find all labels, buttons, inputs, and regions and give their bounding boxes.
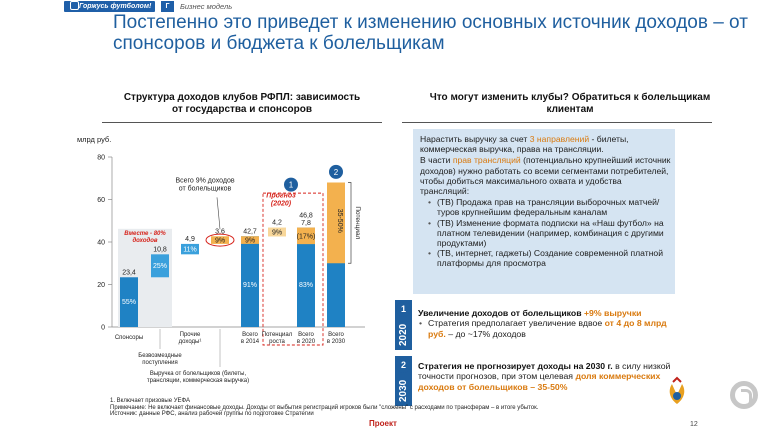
data-label: 10,8 — [153, 246, 167, 254]
potential-label: Потенциал — [354, 206, 361, 240]
block-2030: Стратегия не прогнозирует доходы на 2030 г. в силу низкой точности прогнозов, при этом целевая доля коммерческих доходов от болельщиков – 35-50% — [418, 361, 671, 392]
data-label: 7,8 — [301, 220, 311, 228]
divider — [402, 122, 712, 123]
share-label: 9% — [271, 229, 283, 237]
y-tick-label: 80 — [97, 154, 105, 162]
share-label: 25% — [152, 262, 168, 270]
x-tick-label: Спонсоры — [114, 335, 144, 341]
brand-g-icon: Г — [161, 1, 174, 12]
right-info-text — [420, 134, 672, 269]
data-label: 23,4 — [122, 269, 136, 277]
divider — [102, 122, 382, 123]
top-bar — [0, 0, 770, 12]
share-label: 35-50% — [336, 208, 343, 233]
share-label: 55% — [121, 299, 137, 307]
ball-logo-icon — [70, 1, 79, 10]
share-label: 91% — [242, 282, 258, 289]
y-tick-label: 40 — [97, 239, 105, 247]
revenue-chart — [75, 128, 375, 396]
marker-1-label: 1 — [288, 180, 294, 190]
list-item: • (ТВ) Продажа прав на трансляции выборочных матчей/туров крупнейшим федеральным каналам — [428, 197, 672, 217]
block-2020: Увеличение доходов от болельщиков +9% выручки • Стратегия предполагает увеличение вдвое от 4 до 8 млрд руб. – до ~17% доходов — [418, 308, 667, 339]
footnote: Источник: данные РФС, анализ рабочей группы по подготовке Стратегии — [110, 411, 314, 418]
data-label: 3,6 — [215, 228, 225, 236]
x-tick-label: Прочие доходы¹ — [178, 332, 202, 345]
data-label: 42,7 — [243, 228, 257, 236]
forecast-label: Прогноз (2020) — [266, 192, 296, 208]
x-tick-label: Всего в 2020 — [296, 332, 316, 345]
x-tick-label: Безвозмездные поступления — [138, 353, 182, 366]
brand-text: Горжусь футболом! — [79, 3, 152, 10]
data-label: 4,9 — [185, 235, 195, 243]
project-label: Проект — [369, 419, 397, 428]
paragraph-broadcast: В части прав трансляций (потенциально крупнейший источник доходов) нужно работать со всеми сегментами потребителей, чтобы добиться максимального охвата и удобства трансляций: — [420, 155, 671, 197]
fans-note: Всего 9% доходов от болельщиков — [175, 177, 235, 193]
data-label: 46,8 — [299, 212, 313, 220]
marker-2-label: 2 — [333, 167, 339, 177]
share-label: 83% — [298, 282, 314, 289]
share-label: 9% — [244, 237, 256, 245]
brand-ring-logo-icon — [730, 381, 758, 409]
list-item: • (ТВ) Изменение формата подписки на «Наш футбол» на платном телевидении (например, комбинация с другими продуктами) — [428, 218, 672, 249]
footnote: Примечание: Не включает финансовые доходы. Доходы от выбытия регистраций игроков были "сложены" с расходами по трансферам – в итоге убыток. — [110, 404, 539, 411]
together-annotation: Вместе - 80% доходов — [124, 231, 166, 245]
share-label: 9% — [214, 237, 226, 245]
y-tick-label: 0 — [101, 324, 105, 332]
page-number: 12 — [690, 421, 698, 428]
y-tick-label: 20 — [97, 282, 105, 289]
potential-bracket — [348, 183, 351, 264]
chart-subtitle: Структура доходов клубов РФПЛ: зависимость от государства и спонсоров — [123, 92, 361, 115]
footnote: 1. Включает призовые УЕФА — [110, 398, 190, 404]
marker-2-badge: 2 — [396, 358, 411, 373]
year-bar-2020: 2020 — [395, 300, 412, 350]
list-item: • (ТВ, интернет, гаджеты) Создание современной платной платформы для просмотра — [428, 248, 672, 268]
note-pointer — [217, 197, 220, 229]
year-bar-2030: 2030 — [395, 356, 412, 406]
broadcast-bullets — [428, 197, 672, 268]
y-tick-label: 60 — [97, 197, 105, 204]
rfs-logo-icon — [664, 376, 690, 406]
share-label: 11% — [183, 246, 197, 254]
right-subtitle: Что могут изменить клубы? Обратиться к болельщикам клиентам — [429, 92, 711, 115]
marker-1-badge: 1 — [396, 302, 411, 317]
footnotes — [110, 398, 538, 418]
x-tick-label: Всего в 2014 — [240, 332, 260, 345]
breadcrumb: Бизнес модель — [180, 2, 233, 11]
x-tick-label: Всего в 2030 — [326, 332, 346, 345]
page-title: Постепенно это приведет к изменению основных источник доходов – от спонсоров и бюджета к болельщикам — [113, 12, 748, 54]
y-axis-label: млрд руб. — [77, 135, 112, 144]
x-tick-label: Выручка от болельщиков (билеты, трансляции, коммерческая выручка) — [146, 371, 250, 384]
x-tick-label: Потенциал роста — [261, 332, 293, 345]
data-label: 4,2 — [272, 219, 282, 227]
share-label: (17%) — [296, 233, 316, 241]
paragraph-directions: Нарастить выручку за счет 3 направлений - билеты, коммерческая выручка, права на трансляции. — [420, 134, 629, 155]
